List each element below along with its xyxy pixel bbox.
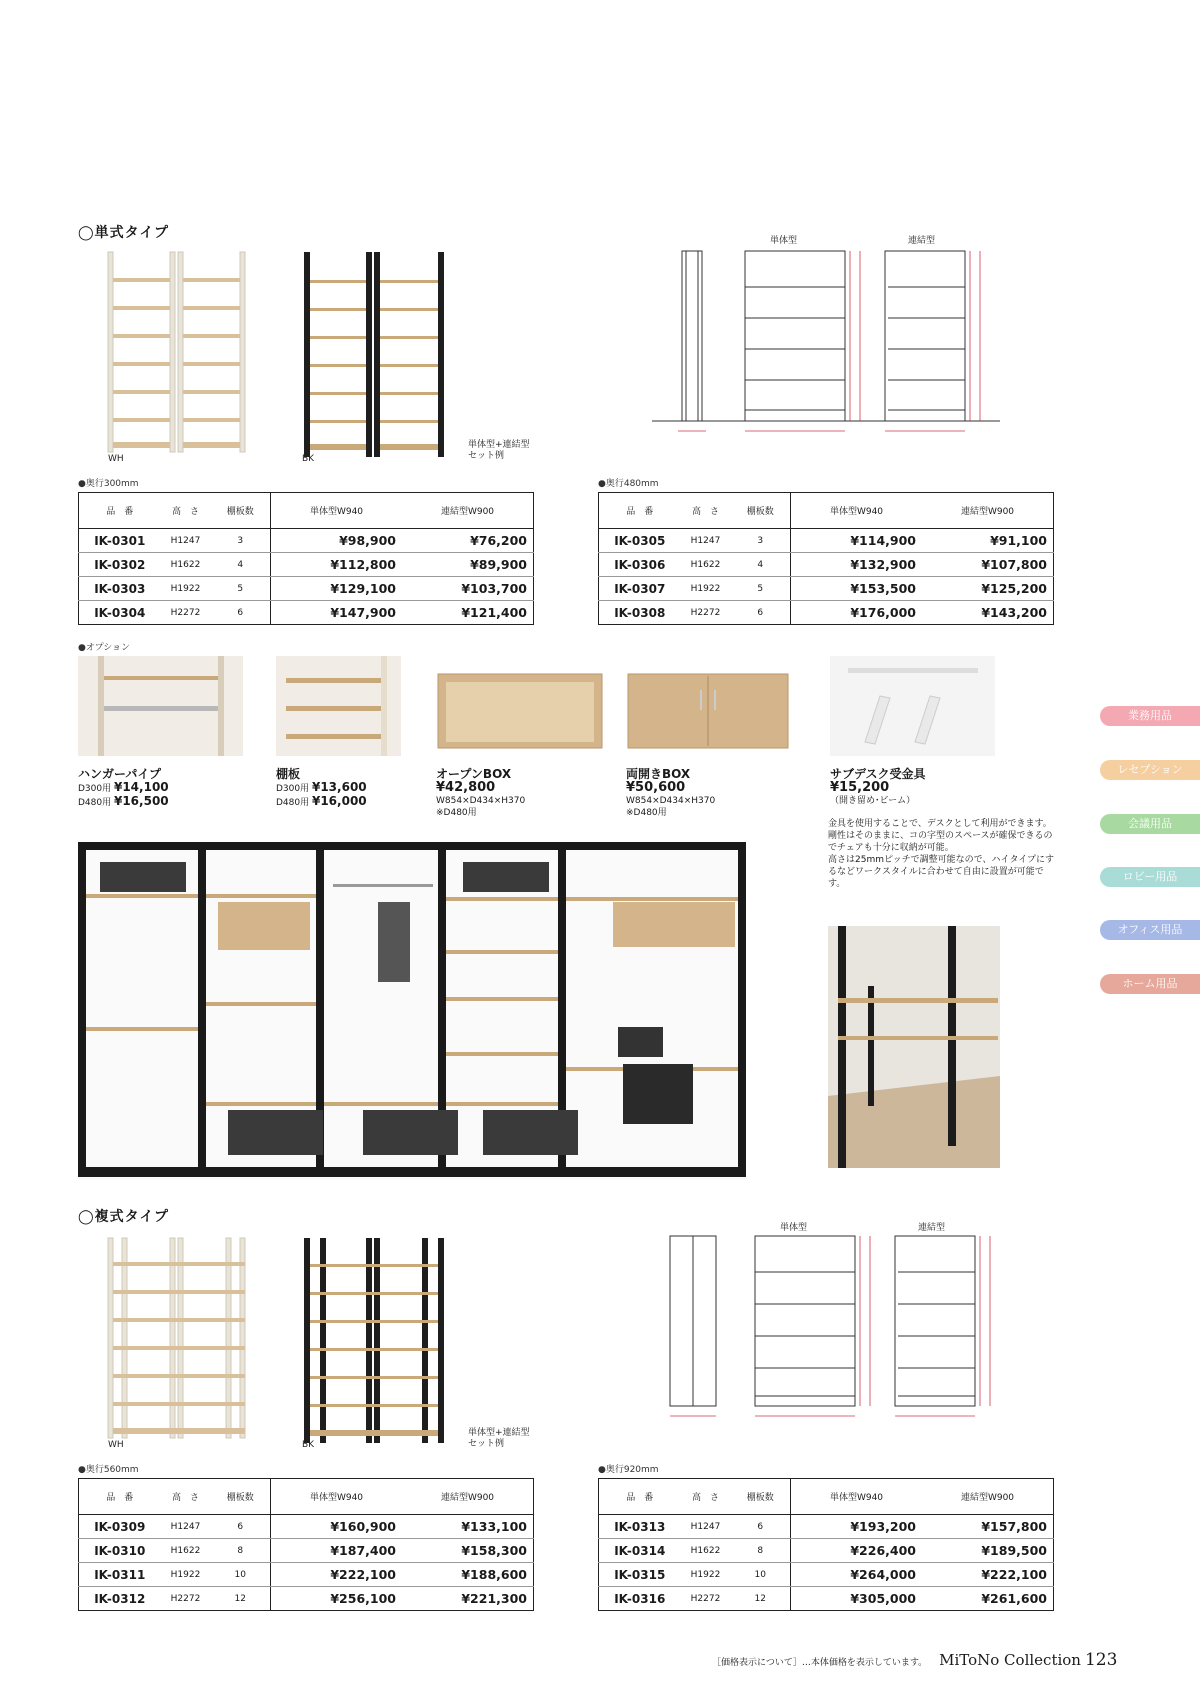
side-tab-meeting[interactable]: 会議用品 [1100,814,1200,834]
th-single: 単体型W940 [791,493,923,529]
cell-price-linked: ¥133,100 [402,1515,534,1539]
section-title-double: ◯複式タイプ [78,1209,169,1225]
cell-code: IK-0315 [599,1563,681,1587]
cell-price-linked: ¥188,600 [402,1563,534,1587]
option-variant: D480用 [276,798,310,808]
cell-shelves: 6 [211,601,271,625]
cell-price-linked: ¥91,100 [922,529,1054,553]
side-tab-lobby[interactable]: ロビー用品 [1100,867,1200,887]
cell-shelves: 6 [731,601,791,625]
price-note: ［価格表示について］…本体価格を表示しています。 [712,1658,928,1668]
description-line: るなどワークスタイルに合わせて自由に設置が可能で [828,867,1044,877]
description-line: す。 [828,879,846,889]
th-shelves: 棚板数 [731,493,791,529]
cell-price-single: ¥132,900 [791,553,923,577]
th-height: 高 さ [161,1479,211,1515]
option-doorbox [626,768,715,819]
page-number: 123 [1084,1650,1118,1670]
price-table-d480 [598,492,1054,625]
cell-price-single: ¥160,900 [271,1515,403,1539]
cell-code: IK-0304 [94,605,146,620]
table-row [599,601,1054,625]
depth-label-920: ●奥行920mm [598,1465,659,1475]
depth-label-480: ●奥行480mm [598,479,659,489]
table-row [79,1539,534,1563]
th-code: 品 番 [599,493,681,529]
option-subdesk [830,768,926,807]
option-name: ハンガーパイプ [78,767,162,781]
option-note: ※D480用 [436,808,477,818]
cell-code: IK-0312 [94,1591,146,1606]
cell-price-linked: ¥157,800 [922,1515,1054,1539]
cell-shelves: 5 [211,577,271,601]
caption-bk: BK [302,1440,315,1450]
shelf-double-wh-image [100,1236,265,1446]
cell-shelves: 4 [731,553,791,577]
option-name: 両開きBOX [626,767,691,781]
section-title-single: ◯単式タイプ [78,225,169,241]
option-price: ¥13,600 [311,780,367,794]
brand-name: MiToNo Collection [939,1651,1081,1669]
th-linked: 連結型W900 [922,493,1054,529]
cell-price-single: ¥129,100 [271,577,403,601]
diagram-label-linked: 連結型 [918,1223,946,1233]
cell-price-single: ¥193,200 [791,1515,923,1539]
cell-code: IK-0301 [79,529,161,553]
table-row [599,529,1054,553]
diagram-label-single: 単体型 [780,1223,808,1233]
cell-code: IK-0307 [599,577,681,601]
th-linked: 連結型W900 [402,493,534,529]
th-shelves: 棚板数 [731,1479,791,1515]
cell-shelves: 10 [211,1563,271,1587]
option-note: ※D480用 [626,808,667,818]
option-openbox [436,768,525,819]
option-name: サブデスク受金具 [830,767,926,781]
cell-height: H1922 [161,577,211,601]
cell-price-linked: ¥103,700 [402,577,534,601]
th-shelves: 棚板数 [211,493,271,529]
cell-height: H1247 [681,529,731,553]
cell-price-linked: ¥158,300 [402,1539,534,1563]
cell-height: H1622 [681,1539,731,1563]
cell-price-single: ¥226,400 [791,1539,923,1563]
table-row [79,1515,534,1539]
cell-price-single: ¥153,500 [791,577,923,601]
cell-price-linked: ¥222,100 [922,1563,1054,1587]
cell-shelves: 6 [211,1515,271,1539]
table-row [599,577,1054,601]
cell-code: IK-0302 [79,553,161,577]
page-footer [712,1650,1117,1670]
cell-price-single: ¥264,000 [791,1563,923,1587]
cell-height: H1922 [681,577,731,601]
description-line: 剛性はそのままに、コの字型のスペースが確保できるの [828,831,1053,841]
cell-code: IK-0313 [599,1515,681,1539]
cell-code: IK-0311 [79,1563,161,1587]
cell-height: H1622 [681,553,731,577]
table-row [79,1587,534,1611]
cell-price-single: ¥176,000 [850,605,916,620]
cell-code: IK-0308 [614,605,666,620]
cell-height: H2272 [170,607,201,618]
table-row [79,529,534,553]
table-row [599,1515,1054,1539]
cell-code: IK-0305 [599,529,681,553]
open-box-photo [436,670,606,752]
depth-label-560: ●奥行560mm [78,1465,139,1475]
options-heading: ●オプション [78,643,131,653]
cell-shelves: 6 [731,1515,791,1539]
th-linked: 連結型W900 [402,1479,534,1515]
th-code: 品 番 [79,493,161,529]
desk-usage-photo [828,926,1000,1168]
shelf-double-bk-image [300,1236,465,1446]
option-price: ¥50,600 [626,780,686,795]
cell-height: H2272 [690,607,721,618]
side-tab-business[interactable]: 業務用品 [1100,706,1200,726]
cell-height: H1922 [681,1563,731,1587]
option-shelf [276,768,367,809]
cell-height: H1247 [161,1515,211,1539]
cell-price-single: ¥147,900 [330,605,396,620]
option-size: W854×D434×H370 [626,796,716,806]
technical-drawing-single [650,245,1010,455]
cell-price-single: ¥187,400 [271,1539,403,1563]
option-note: （開き留め･ビーム） [830,796,916,806]
double-door-box-photo [626,670,792,752]
table-row [79,1563,534,1587]
option-price: ¥42,800 [436,780,496,795]
cell-shelves: 4 [211,553,271,577]
th-single: 単体型W940 [791,1479,923,1515]
option-price: ¥14,100 [113,780,169,794]
cell-height: H2272 [690,1593,721,1604]
cell-code: IK-0306 [599,553,681,577]
hanger-pipe-photo [78,656,243,756]
cell-shelves: 3 [211,529,271,553]
cell-price-linked: ¥121,400 [461,605,527,620]
shelf-bk-image [300,250,460,460]
cell-price-linked: ¥221,300 [461,1591,527,1606]
price-table-d560 [78,1478,534,1611]
cell-price-single: ¥98,900 [271,529,403,553]
cell-price-linked: ¥189,500 [922,1539,1054,1563]
caption-wh: WH [108,1440,124,1450]
cell-code: IK-0303 [79,577,161,601]
table-row [599,553,1054,577]
cell-shelves: 12 [211,1587,271,1611]
set-example-note: 単体型+連結型 セット例 [468,440,530,461]
option-variant: D480用 [78,798,112,808]
option-size: W854×D434×H370 [436,796,526,806]
option-price: ¥15,200 [830,780,890,795]
side-tab-home[interactable]: ホーム用品 [1100,974,1200,994]
option-name: 棚板 [276,767,301,781]
caption-wh: WH [108,454,124,464]
cell-price-linked: ¥76,200 [402,529,534,553]
th-code: 品 番 [599,1479,681,1515]
table-row [599,1587,1054,1611]
table-row [79,553,534,577]
description-line: 高さは25mmピッチで調整可能なので、ハイタイプにす [828,855,1054,865]
table-row [79,577,534,601]
side-tab-reception[interactable]: レセプション [1100,760,1200,780]
cell-price-linked: ¥261,600 [981,1591,1047,1606]
th-height: 高 さ [161,493,211,529]
option-variant: D300用 [78,784,112,794]
cell-height: H1622 [161,1539,211,1563]
price-table-d920 [598,1478,1054,1611]
th-height: 高 さ [681,493,731,529]
cell-height: H1247 [681,1515,731,1539]
depth-label-300: ●奥行300mm [78,479,139,489]
th-height: 高 さ [681,1479,731,1515]
th-single: 単体型W940 [271,1479,403,1515]
table-row [599,1563,1054,1587]
cell-height: H1922 [161,1563,211,1587]
room-setup-photo [78,842,746,1180]
cell-price-linked: ¥143,200 [981,605,1047,620]
cell-shelves: 8 [731,1539,791,1563]
cell-shelves: 10 [731,1563,791,1587]
cell-shelves: 12 [731,1587,791,1611]
shelf-wh-image [100,250,260,460]
cell-price-single: ¥256,100 [330,1591,396,1606]
cell-price-linked: ¥107,800 [922,553,1054,577]
cell-price-single: ¥114,900 [791,529,923,553]
cell-price-single: ¥305,000 [850,1591,916,1606]
option-name: オープンBOX [436,767,512,781]
cell-price-linked: ¥89,900 [402,553,534,577]
option-price: ¥16,500 [113,794,169,808]
table-row [599,1539,1054,1563]
cell-code: IK-0314 [599,1539,681,1563]
set-example-note: 単体型+連結型 セット例 [468,1428,530,1449]
caption-bk: BK [302,454,315,464]
technical-drawing-double [660,1232,1010,1432]
price-table-d300 [78,492,534,625]
description-line: 金具を使用することで、デスクとして利用ができます。 [828,819,1052,829]
option-variant: D300用 [276,784,310,794]
th-linked: 連結型W900 [922,1479,1054,1515]
cell-shelves: 8 [211,1539,271,1563]
diagram-label-linked: 連結型 [908,236,936,246]
shelf-board-photo [276,656,401,756]
description-line: でチェアも十分に収納が可能。 [828,843,954,853]
side-tab-office[interactable]: オフィス用品 [1100,920,1200,940]
cell-price-single: ¥112,800 [271,553,403,577]
cell-price-single: ¥222,100 [271,1563,403,1587]
cell-height: H1247 [161,529,211,553]
subdesk-bracket-photo [830,656,995,756]
subdesk-description [828,818,1068,890]
cell-code: IK-0316 [614,1591,666,1606]
option-price: ¥16,000 [311,794,367,808]
cell-price-linked: ¥125,200 [922,577,1054,601]
cell-code: IK-0309 [79,1515,161,1539]
diagram-label-single: 単体型 [770,236,798,246]
cell-shelves: 3 [731,529,791,553]
th-code: 品 番 [79,1479,161,1515]
cell-shelves: 5 [731,577,791,601]
cell-code: IK-0310 [79,1539,161,1563]
option-hanger [78,768,169,809]
table-row [79,601,534,625]
th-single: 単体型W940 [271,493,403,529]
cell-height: H2272 [170,1593,201,1604]
cell-height: H1622 [161,553,211,577]
th-shelves: 棚板数 [211,1479,271,1515]
